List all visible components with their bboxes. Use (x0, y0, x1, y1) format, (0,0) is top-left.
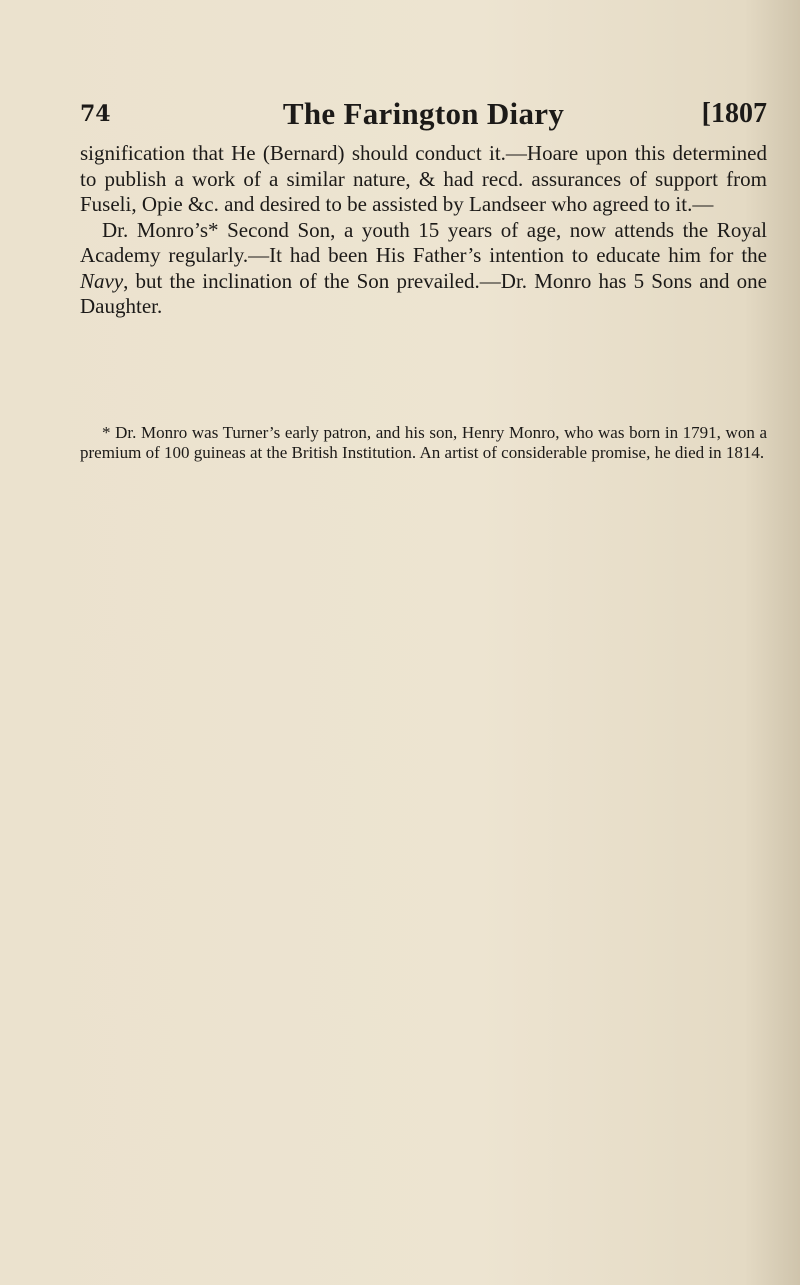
footnote-text: Dr. Monro was Turner’s early patron, and his son, Henry Monro, who was born in 1791, won a premium of 100 guineas at the British Institution. An artist of considerable promise, he died in 1814. (80, 423, 767, 462)
paragraph-1 (80, 141, 767, 218)
paragraph-2-end: , but the inclination of the Son prevailed.—Dr. Monro has 5 Sons and one Daughter. (80, 268, 767, 318)
paragraph-2-start: Dr. Monro’s (102, 217, 208, 242)
paragraph-2-middle: Second Son, a youth 15 years of age, now attends the Royal Academy regularly.—It had been His Father’s intention to educate him for the (80, 217, 767, 267)
footnote-reference-marker: * (208, 217, 219, 242)
book-page (80, 0, 767, 1285)
paragraph-1-text: signification that He (Bernard) should conduct it.—Hoare upon this determined to publish a work of a similar nature, & had recd. assurances of support from Fuseli, Opie &c. and desired to be assisted by Landseer who agreed to it.— (80, 141, 767, 216)
paragraph-2 (80, 218, 767, 320)
running-header (80, 96, 767, 136)
footnote-marker: * (102, 423, 111, 442)
running-title: The Farington Diary (282, 96, 565, 131)
page-number: 74 (80, 101, 111, 127)
header-year: [1807 (701, 98, 767, 129)
footnote (80, 423, 767, 463)
paragraph-2-italic: Navy (80, 268, 124, 293)
diary-entry (80, 141, 767, 320)
